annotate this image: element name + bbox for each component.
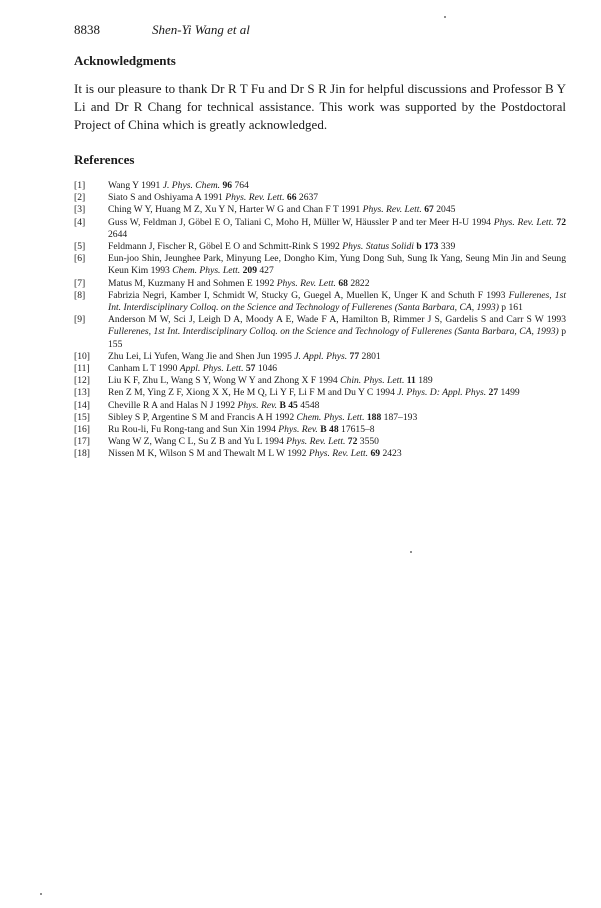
- reference-pages: 2423: [380, 448, 402, 460]
- reference-authors-year: Wang W Z, Wang C L, Su Z B and Yu L 1994: [108, 436, 287, 448]
- reference-pages: 2822: [347, 277, 370, 289]
- reference-text: [108, 400, 319, 411]
- reference-authors-year: Ru Rou-li, Fu Rong-tang and Sun Xin 1994: [108, 424, 279, 436]
- reference-volume: 68: [338, 277, 348, 289]
- reference-authors-year: Wang Y 1991: [108, 180, 163, 191]
- reference-text: [108, 363, 277, 374]
- reference-pages: 1046: [255, 363, 278, 375]
- reference-pages: 189: [415, 375, 433, 387]
- reference-journal: Phys. Rev. Lett.: [493, 216, 554, 228]
- reference-journal: Chem. Phys. Lett.: [296, 411, 365, 423]
- reference-journal: Phys. Rev. Lett.: [225, 192, 285, 204]
- reference-journal: Fullerenes, 1st Int. Interdisciplinary Colloq. on the Science and Technology of Fullerenes (Santa Barbara, CA, 1993): [108, 326, 559, 338]
- reference-number: [ 12 ]: [74, 375, 100, 387]
- reference-journal: Phys. Status Solidi: [342, 241, 414, 253]
- reference-volume: 72: [347, 436, 358, 448]
- reference-journal: Appl. Phys. Lett.: [179, 363, 244, 375]
- reference-volume: B 48: [320, 424, 339, 436]
- reference-number: [ 17 ]: [74, 436, 100, 448]
- running-head-authors: Shen-Yi Wang et al: [152, 22, 250, 37]
- reference-text: [108, 192, 318, 203]
- reference-authors-year: Cheville R A and Halas N J 1992: [108, 399, 238, 411]
- reference-journal: Phys. Rev. Lett.: [286, 436, 346, 448]
- reference-number: [ 4 ]: [74, 217, 100, 229]
- reference-text: [108, 375, 433, 386]
- reference-volume: 69: [370, 448, 381, 460]
- reference-volume: b 173: [416, 241, 439, 253]
- reference-text: [108, 180, 249, 191]
- reference-text: [108, 204, 455, 215]
- reference-entry: [74, 180, 566, 192]
- reference-text: [108, 241, 455, 252]
- reference-pages: 4548: [297, 399, 320, 411]
- reference-entry: [74, 217, 566, 241]
- reference-authors-year: Anderson M W, Sci J, Leigh D A, Moody A E, Wade F A, Hamilton B, Rimmer J S, Gardelis S and Carr S W 1993: [108, 314, 566, 326]
- reference-pages: 2644: [108, 228, 128, 240]
- reference-entry: [74, 192, 566, 204]
- reference-journal: J. Appl. Phys.: [294, 350, 348, 362]
- reference-volume: 188: [366, 411, 382, 423]
- reference-volume: 209: [242, 265, 257, 277]
- reference-entry: [74, 412, 566, 424]
- reference-volume: 57: [245, 363, 256, 375]
- reference-journal: Chin. Phys. Lett.: [340, 375, 405, 387]
- reference-entry: [74, 278, 566, 290]
- reference-pages: 764: [232, 180, 249, 191]
- reference-entry: [74, 375, 566, 387]
- reference-authors-year: Ren Z M, Ying Z F, Xiong X X, He M Q, Li Y F, Li F M and Du Y C 1994: [108, 387, 398, 399]
- reference-number: [ 2 ]: [74, 192, 100, 204]
- reference-volume: 11: [406, 375, 416, 387]
- reference-journal: Phys. Rev. Lett.: [276, 277, 336, 289]
- page-number: 8838: [74, 22, 100, 37]
- references-heading: References: [74, 152, 135, 167]
- scan-speck: [410, 551, 412, 553]
- reference-text: [108, 278, 370, 289]
- reference-journal: Chem. Phys. Lett.: [172, 265, 241, 277]
- reference-text: [108, 424, 375, 435]
- reference-volume: 67: [424, 204, 434, 216]
- reference-authors-year: Canham L T 1990: [108, 363, 180, 375]
- reference-journal: Phys. Rev. Lett.: [362, 204, 422, 216]
- reference-authors-year: Matus M, Kuzmany H and Sohmen E 1992: [108, 277, 277, 289]
- reference-number: [ 3 ]: [74, 204, 100, 216]
- reference-entry: [74, 424, 566, 436]
- reference-number: [ 7 ]: [74, 278, 100, 290]
- reference-journal: J. Phys. Chem.: [162, 180, 221, 191]
- reference-entry: [74, 387, 566, 399]
- reference-number: [ 5 ]: [74, 241, 100, 253]
- reference-number: [ 16 ]: [74, 424, 100, 436]
- reference-authors-year: Ching W Y, Huang M Z, Xu Y N, Harter W G and Chan F T 1991: [108, 204, 363, 216]
- reference-entry: [74, 290, 566, 314]
- reference-entry: [74, 448, 566, 460]
- reference-entry: [74, 351, 566, 363]
- reference-entry: [74, 253, 566, 277]
- reference-pages: p 155: [108, 326, 566, 350]
- reference-pages: p 161: [498, 302, 523, 314]
- reference-authors-year: Siato S and Oshiyama A 1991: [108, 192, 226, 204]
- scan-speck: [40, 893, 42, 895]
- reference-authors-year: Fabrizia Negri, Kamber I, Schmidt W, Stucky G, Guegel A, Muellen K, Unger K and Schuth F 1993: [108, 289, 509, 301]
- acknowledgments-heading: Acknowledgments: [74, 53, 176, 68]
- reference-text: [108, 314, 566, 349]
- reference-pages: 17615–8: [338, 424, 375, 436]
- reference-text: [108, 387, 520, 398]
- reference-entry: [74, 204, 566, 216]
- reference-number: [ 11 ]: [74, 363, 100, 375]
- reference-volume: 66: [286, 192, 297, 204]
- reference-text: [108, 351, 381, 362]
- reference-number: [ 1 ]: [74, 180, 100, 192]
- reference-volume: B 45: [279, 399, 298, 411]
- reference-journal: Phys. Rev.: [237, 399, 278, 411]
- reference-authors-year: Nissen M K, Wilson S M and Thewalt M L W 1992: [108, 448, 309, 460]
- reference-number: [ 13 ]: [74, 387, 100, 399]
- reference-text: [108, 448, 402, 459]
- reference-number: [ 9 ]: [74, 314, 100, 326]
- reference-text: [108, 436, 379, 447]
- reference-volume: 27: [488, 387, 499, 399]
- reference-number: [ 10 ]: [74, 351, 100, 363]
- reference-number: [ 18 ]: [74, 448, 100, 460]
- reference-entry: [74, 400, 566, 412]
- reference-pages: 2801: [359, 350, 381, 362]
- reference-authors-year: Feldmann J, Fischer R, Göbel E O and Schmitt-Rink S 1992: [108, 241, 343, 253]
- reference-authors-year: Guss W, Feldman J, Göbel E O, Taliani C, Moho H, Müller W, Häussler P and ter Meer H-U 1994: [108, 216, 494, 228]
- reference-authors-year: Eun-joo Shin, Jeunghee Park, Minyung Lee, Dongho Kim, Yung Dong Suh, Sung Ik Yang, Seung Min Jin and Seung Keun Kim 1993: [108, 253, 566, 277]
- reference-journal: J. Phys. D: Appl. Phys.: [397, 387, 487, 399]
- reference-entry: [74, 436, 566, 448]
- reference-authors-year: Liu K F, Zhu L, Wang S Y, Wong W Y and Zhong X F 1994: [108, 375, 341, 387]
- reference-entry: [74, 241, 566, 253]
- reference-authors-year: Sibley S P, Argentine S M and Francis A H 1992: [108, 411, 297, 423]
- running-head: [74, 22, 250, 38]
- reference-entry: [74, 363, 566, 375]
- reference-text: [108, 253, 566, 276]
- acknowledgments-text: It is our pleasure to thank Dr R T Fu and Dr S R Jin for helpful discussions and Professor B Y Li and Dr R Chang for technical assistance. This work was supported by the Postdoctoral Project of China which is greatly acknowledged.: [74, 81, 566, 132]
- reference-authors-year: Zhu Lei, Li Yufen, Wang Jie and Shen Jun 1995: [108, 350, 295, 362]
- reference-text: [108, 217, 566, 240]
- reference-journal: Fullerenes, 1st Int. Interdisciplinary Colloq. on the Science and Technology of Fullerenes (Santa Barbara, CA, 1993): [108, 289, 567, 314]
- scan-speck: [444, 16, 446, 18]
- reference-pages: 427: [256, 265, 274, 277]
- reference-number: [ 14 ]: [74, 400, 100, 412]
- reference-pages: 1499: [498, 387, 520, 399]
- reference-entry: [74, 314, 566, 351]
- reference-number: [ 6 ]: [74, 253, 100, 265]
- reference-journal: Phys. Rev. Lett.: [308, 448, 369, 460]
- reference-pages: 3550: [357, 436, 379, 448]
- reference-volume: 77: [349, 350, 360, 362]
- reference-number: [ 15 ]: [74, 412, 100, 424]
- reference-journal: Phys. Rev.: [278, 424, 318, 436]
- reference-text: [108, 290, 566, 313]
- reference-volume: 96: [222, 180, 233, 191]
- reference-list: [74, 180, 566, 461]
- reference-pages: 2045: [433, 204, 456, 216]
- reference-pages: 339: [438, 241, 456, 253]
- reference-number: [ 8 ]: [74, 290, 100, 302]
- reference-pages: 2637: [296, 192, 319, 204]
- reference-volume: 72: [556, 216, 567, 228]
- reference-pages: 187–193: [381, 411, 418, 423]
- reference-text: [108, 412, 417, 423]
